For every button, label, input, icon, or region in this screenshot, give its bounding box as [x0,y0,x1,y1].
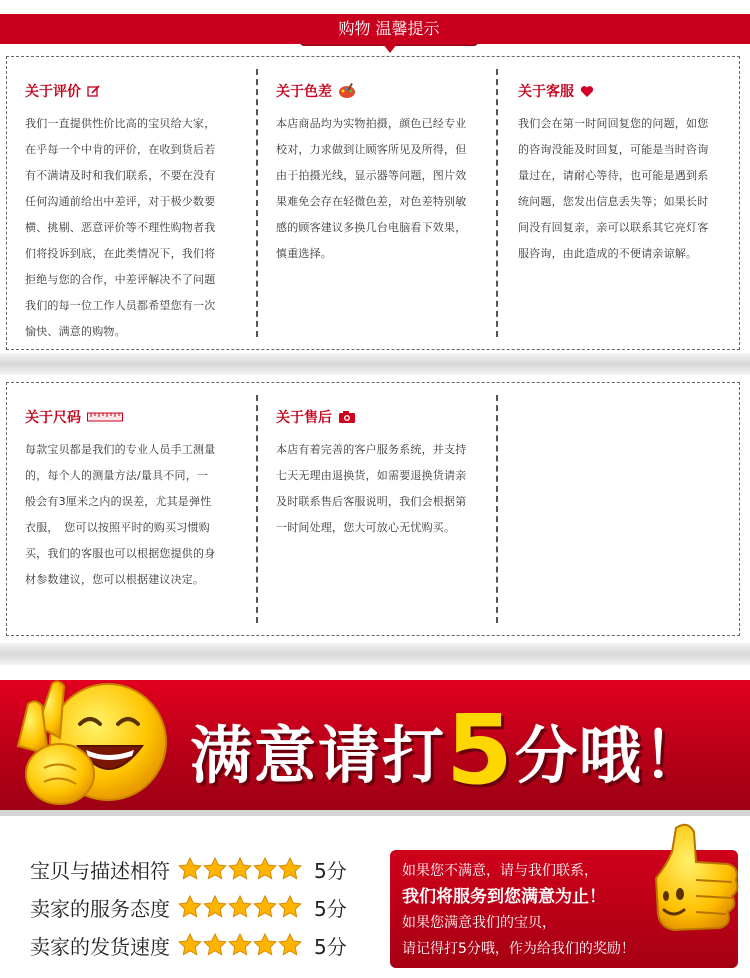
tips-panel-top [6,56,740,350]
header-title: 购物 温馨提示 [300,14,478,44]
star-icon [178,857,202,881]
heart-icon [580,85,594,98]
star-icon [228,857,252,881]
banner-slogan: 满意请打5分哦！ [190,694,707,806]
star-icon [178,895,202,919]
slogan-number: 5 [446,694,515,806]
edit-icon [87,84,101,98]
rating-label: 宝贝与描述相符 [30,858,170,883]
ruler-icon [87,412,123,422]
section-text: 本店商品均为实物拍摄，颜色已经专业 校对，力求做到让顾客所见及所得，但 由于拍摄光线，显示器等问题，图片效 果难免会存在轻微色差，对色差特别敏 感的顾客建议多换几台电脑看下效果， 慎重选择。 [276,117,467,260]
thumbs-up-icon [636,818,744,946]
section-title: 关于尺码 [25,410,81,426]
rating-list [30,850,347,964]
section-title: 关于客服 [518,84,574,100]
section-text: 每款宝贝都是我们的专业人员手工测量 的，每个人的测量方法/量具不同，一 般会有3厘米之内的误差，尤其是弹性 衣服， 您可以按照平时的购买习惯购 买，我们的客服也可以根据您提供的身 材参数建议，您可以根据建议决定。 [25,443,216,586]
palette-icon [338,83,356,99]
section-size [7,395,256,623]
star-rating [178,933,302,957]
star-icon [278,933,302,957]
rating-score: 5分 [314,858,347,883]
star-icon [178,933,202,957]
rating-score: 5分 [314,896,347,921]
section-text: 我们会在第一时间回复您的问题，如您 的咨询没能及时回复，可能是当时咨询 量过在，请耐心等待，也可能是遇到系 统问题，您发出信息丢失等；如果长时 间没有回复亲，亲可以联系其它亮灯客 服咨询，由此造成的不便请亲谅解。 [518,117,709,260]
star-icon [203,895,227,919]
section-title: 关于售后 [276,410,332,426]
promise-line: 我们将服务到您满意为止！ [402,887,606,907]
camera-icon [338,410,356,424]
section-empty [496,395,739,623]
rating-row [30,926,347,964]
section-text: 本店有着完善的客户服务系统，并支持 七天无理由退换货，如需要退换货请亲 及时联系售后客服说明，我们会根据第 一时间处理，您大可放心无忧购买。 [276,443,467,534]
tips-panel-bottom [6,382,740,636]
star-icon [278,857,302,881]
divider-band [0,353,750,375]
star-icon [253,895,277,919]
star-icon [228,933,252,957]
promise-line: 如果您满意我们的宝贝， [402,915,556,931]
star-rating [178,857,302,881]
star-icon [253,857,277,881]
section-after-sales [256,395,496,623]
rating-label: 卖家的发货速度 [30,934,170,959]
section-title: 关于评价 [25,84,81,100]
rating-row [30,888,347,926]
rating-label: 卖家的服务态度 [30,896,170,921]
star-rating [178,895,302,919]
star-icon [278,895,302,919]
section-text: 我们一直提供性价比高的宝贝给大家， 在乎每一个中肯的评价，在收到货后若 有不满请及时和我们联系，不要在没有 任何沟通前给出中差评，对于极少数要 横、挑剔、恶意评价等不理性购物者我 们将投诉到底，在此类情况下，我们将 拒绝与您的合作，中差评解决不了问题 我们的每一位工作人员都希望您有一次 愉快、满意的购物。 [25,117,216,338]
star-icon [253,933,277,957]
star-icon [228,895,252,919]
rating-score: 5分 [314,934,347,959]
promise-line: 如果您不满意，请与我们联系， [402,863,598,879]
promise-line: 请记得打5分哦，作为给我们的奖励！ [402,941,635,957]
section-title: 关于色差 [276,84,332,100]
smiley-victory-icon [8,664,188,834]
section-review [7,69,256,337]
star-icon [203,857,227,881]
rating-row [30,850,347,888]
divider-band [0,643,750,665]
section-color [256,69,496,337]
section-service [496,69,739,337]
star-icon [203,933,227,957]
